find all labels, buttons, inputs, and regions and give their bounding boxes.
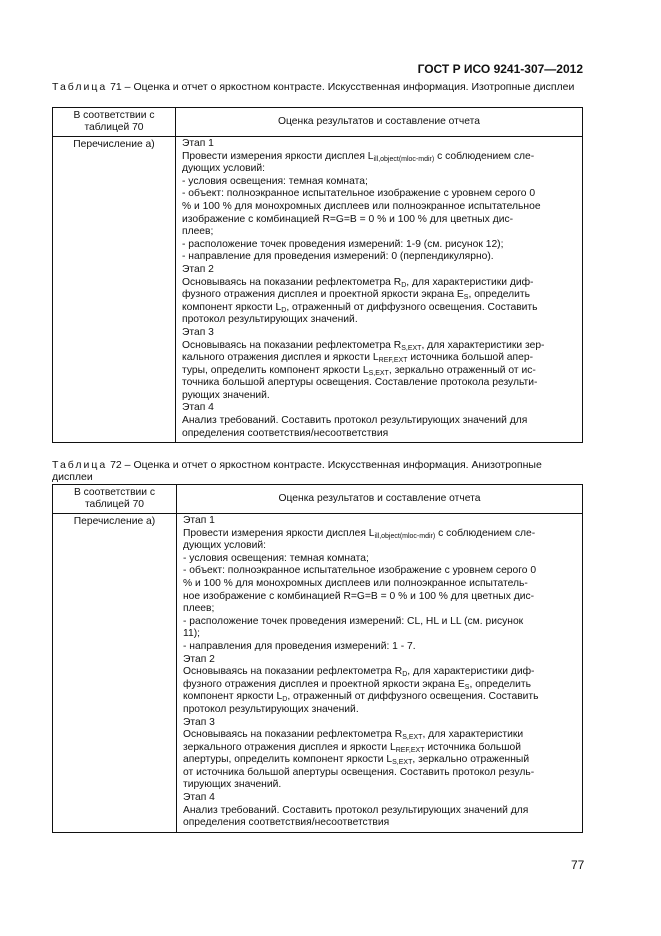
text-line: % и 100 % для монохромных дисплеев или полноэкранное испытатель- — [183, 577, 528, 589]
text-line: дующих условий: — [182, 163, 265, 175]
text-line: кального отражения дисплея и яркости L — [182, 352, 379, 364]
text-line: апертуры, определить компонент яркости L — [183, 754, 393, 766]
table-72-caption-text: 72 – Оценка и отчет о яркостном контрасте. Искусственная информация. Анизотропные дисплеи — [52, 459, 542, 483]
text-line: компонент яркости L — [182, 301, 282, 313]
stage-label: Этап 2 — [182, 263, 214, 275]
table-72-caption — [52, 459, 584, 483]
table-72-col2-header: Оценка результатов и составление отчета — [177, 485, 583, 514]
text-line: % и 100 % для монохромных дисплеев или полноэкранное испытательное — [182, 200, 541, 212]
table-71-caption-text: 71 – Оценка и отчет о яркостном контрасте. Искусственная информация. Изотропные дисплеи — [107, 81, 575, 93]
subscript: S,EXT — [401, 344, 422, 352]
table-72-row-label: Перечисление а) — [53, 514, 177, 833]
document-header: ГОСТ Р ИСО 9241-307—2012 — [417, 62, 583, 76]
table-71-caption-label: Таблица — [52, 81, 108, 93]
text-line: ное изображение с комбинацией R=G=B = 0 % и 100 % для цветных дис- — [183, 590, 535, 602]
table-71-col1-header: В соответствии с таблицей 70 — [53, 108, 176, 137]
subscript: S,EXT — [368, 369, 389, 377]
text-line: - расположение точек проведения измерений: 1-9 (см. рисунок 12); — [182, 238, 504, 250]
table-71-row-label: Перечисление а) — [53, 137, 176, 443]
text-line: - расположение точек проведения измерений: CL, HL и LL (см. рисунок — [183, 615, 524, 627]
subscript: S — [464, 683, 470, 691]
text-line: плеев; — [183, 603, 215, 615]
text-line: Провести измерения яркости дисплея L — [183, 527, 375, 539]
text-line: - объект: полноэкранное испытательное изображение с уровнем серого 0 — [182, 188, 536, 200]
subscript: ill,object(mloc-mdir) — [373, 155, 435, 163]
text-line: - объект: полноэкранное испытательное изображение с уровнем серого 0 — [183, 565, 537, 577]
stage-label: Этап 3 — [182, 326, 214, 338]
subscript: REF,EXT — [378, 357, 408, 365]
text-line: тирующих значений. — [183, 779, 282, 791]
text-line: - условия освещения: темная комната; — [183, 552, 369, 564]
text-line: фузного отражения дисплея и проектной яркости экрана E — [183, 678, 465, 690]
table-71 — [52, 107, 583, 443]
subscript: D — [402, 671, 408, 679]
text-line: туры, определить компонент яркости L — [182, 364, 369, 376]
stage-label: Этап 2 — [183, 653, 215, 665]
text-line: Анализ требований. Составить протокол результирующих значений для — [182, 415, 528, 427]
text-line: рующих значений. — [182, 389, 270, 401]
text-line: определения соответствия/несоответствия — [182, 427, 389, 439]
page-number: 77 — [571, 858, 585, 872]
table-71-caption — [52, 81, 584, 93]
stage-label: Этап 1 — [182, 138, 214, 149]
stage-label: Этап 4 — [183, 792, 215, 804]
text-line: 11); — [183, 628, 200, 640]
table-72-caption-label: Таблица — [52, 459, 108, 471]
subscript: S,EXT — [402, 734, 423, 742]
text-line: зеркального отражения дисплея и яркости L — [183, 741, 396, 753]
text-line: Основываясь на показании рефлектометра R — [183, 666, 403, 678]
stage-label: Этап 1 — [183, 515, 215, 526]
text-line: - условия освещения: темная комната; — [182, 175, 368, 187]
subscript: D — [281, 306, 287, 314]
text-line: протокол результирующих значений. — [183, 703, 359, 715]
subscript: D — [282, 696, 288, 704]
text-line: фузного отражения дисплея и проектной яркости экрана E — [182, 289, 464, 301]
text-line: Основываясь на показании рефлектометра R — [182, 276, 402, 288]
text-line: плеев; — [182, 226, 214, 238]
text-line: дующих условий: — [183, 540, 266, 552]
text-line: точника большой апертуры освещения. Составление протокола результи- — [182, 377, 538, 389]
text-line: компонент яркости L — [183, 691, 283, 703]
table-71-col2-header: Оценка результатов и составление отчета — [176, 108, 583, 137]
table-72-content: Этап 1 Провести измерения яркости дисплея $L_{ill,object(mloc-mdir)}$ с соблюдением сле- дующих условий: - условия освещения: темная комната; - объект: полноэкранное испытательное изображение с уровнем серого 0 % и 100 % для монохромных дисплеев или полноэкранное испытатель- ное изображение с комбинацией R=G=B = 0 % и 100 % для цветных дис- плеев; - расположение точек проведения измерений: CL, HL и LL (см. рисунок 11); - направления для проведения измерений: 1 - 7. Этап 2 Основываясь на показании рефлектометра $R_D$, для характеристики диф- фузного отражения дисплея и проектной яркости экрана $E_S$, определить компонент яркости $L_D$, отраженный от диффузного освещения. Составить протокол результирующих значений. Этап 3 Основываясь на показании рефлектометра $R_{S,EXT}$, для характеристики зеркального отражения дисплея и яркости $L_{REF,EXT}$ источника большой апертуры, определить компонент яркости $L_{S,EXT}$, зеркально отраженный от источника большой апертуры освещения. Составить протокол резуль- тирующих значений. Этап 4 Анализ требований. Составить протокол результирующих значений для определения соответствия/несоответствия — [177, 514, 583, 833]
text-line: определения соответствия/несоответствия — [183, 817, 390, 829]
text-line: Анализ требований. Составить протокол результирующих значений для — [183, 804, 529, 816]
text-line: - направление для проведения измерений: 0 (перпендикулярно). — [182, 251, 494, 263]
subscript: S,EXT — [392, 759, 413, 767]
text-line: от источника большой апертуры освещения. Составить протокол резуль- — [183, 766, 535, 778]
subscript: D — [401, 281, 407, 289]
text-line: протокол результирующих значений. — [182, 314, 358, 326]
text-line: - направления для проведения измерений: 1 - 7. — [183, 640, 416, 652]
table-72-col1-header: В соответствии с таблицей 70 — [53, 485, 177, 514]
subscript: REF,EXT — [395, 746, 425, 754]
text-line: Основываясь на показании рефлектометра R — [183, 729, 403, 741]
text-line: изображение с комбинацией R=G=B = 0 % и 100 % для цветных дис- — [182, 213, 514, 225]
stage-label: Этап 3 — [183, 716, 215, 728]
subscript: S — [463, 294, 469, 302]
table-71-content: Этап 1 Провести измерения яркости дисплея $L_{ill,object(mloc-mdir)}$ с соблюдением сле- дующих условий: - условия освещения: темная комната; - объект: полноэкранное испытательное изображение с уровнем серого 0 % и 100 % для монохромных дисплеев или полноэкранное испытательное изображение с комбинацией R=G=B = 0 % и 100 % для цветных дис- плеев; - расположение точек проведения измерений: 1-9 (см. рисунок 12); - направление для проведения измерений: 0 (перпендикулярно). Этап 2 Основываясь на показании рефлектометра $R_D$, для характеристики диф- фузного отражения дисплея и проектной яркости экрана $E_S$, определить компонент яркости $L_D$, отраженный от диффузного освещения. Составить протокол результирующих значений. Этап 3 Основываясь на показании рефлектометра $R_{S,EXT}$, для характеристики зер- кального отражения дисплея и яркости $L_{REF,EXT}$ источника большой апер- туры, определить компонент яркости $L_{S,EXT}$, зеркально отраженный от ис- точника большой апертуры освещения. Составление протокола результи- рующих значений. Этап 4 Анализ требований. Составить протокол результирующих значений для определения соответствия/несоответствия — [176, 137, 583, 443]
stage-label: Этап 4 — [182, 402, 214, 414]
text-line: Основываясь на показании рефлектометра R — [182, 339, 402, 351]
text-line: Провести измерения яркости дисплея L — [182, 150, 374, 162]
table-72 — [52, 484, 583, 833]
subscript: ill,object(mloc-mdir) — [374, 532, 436, 540]
